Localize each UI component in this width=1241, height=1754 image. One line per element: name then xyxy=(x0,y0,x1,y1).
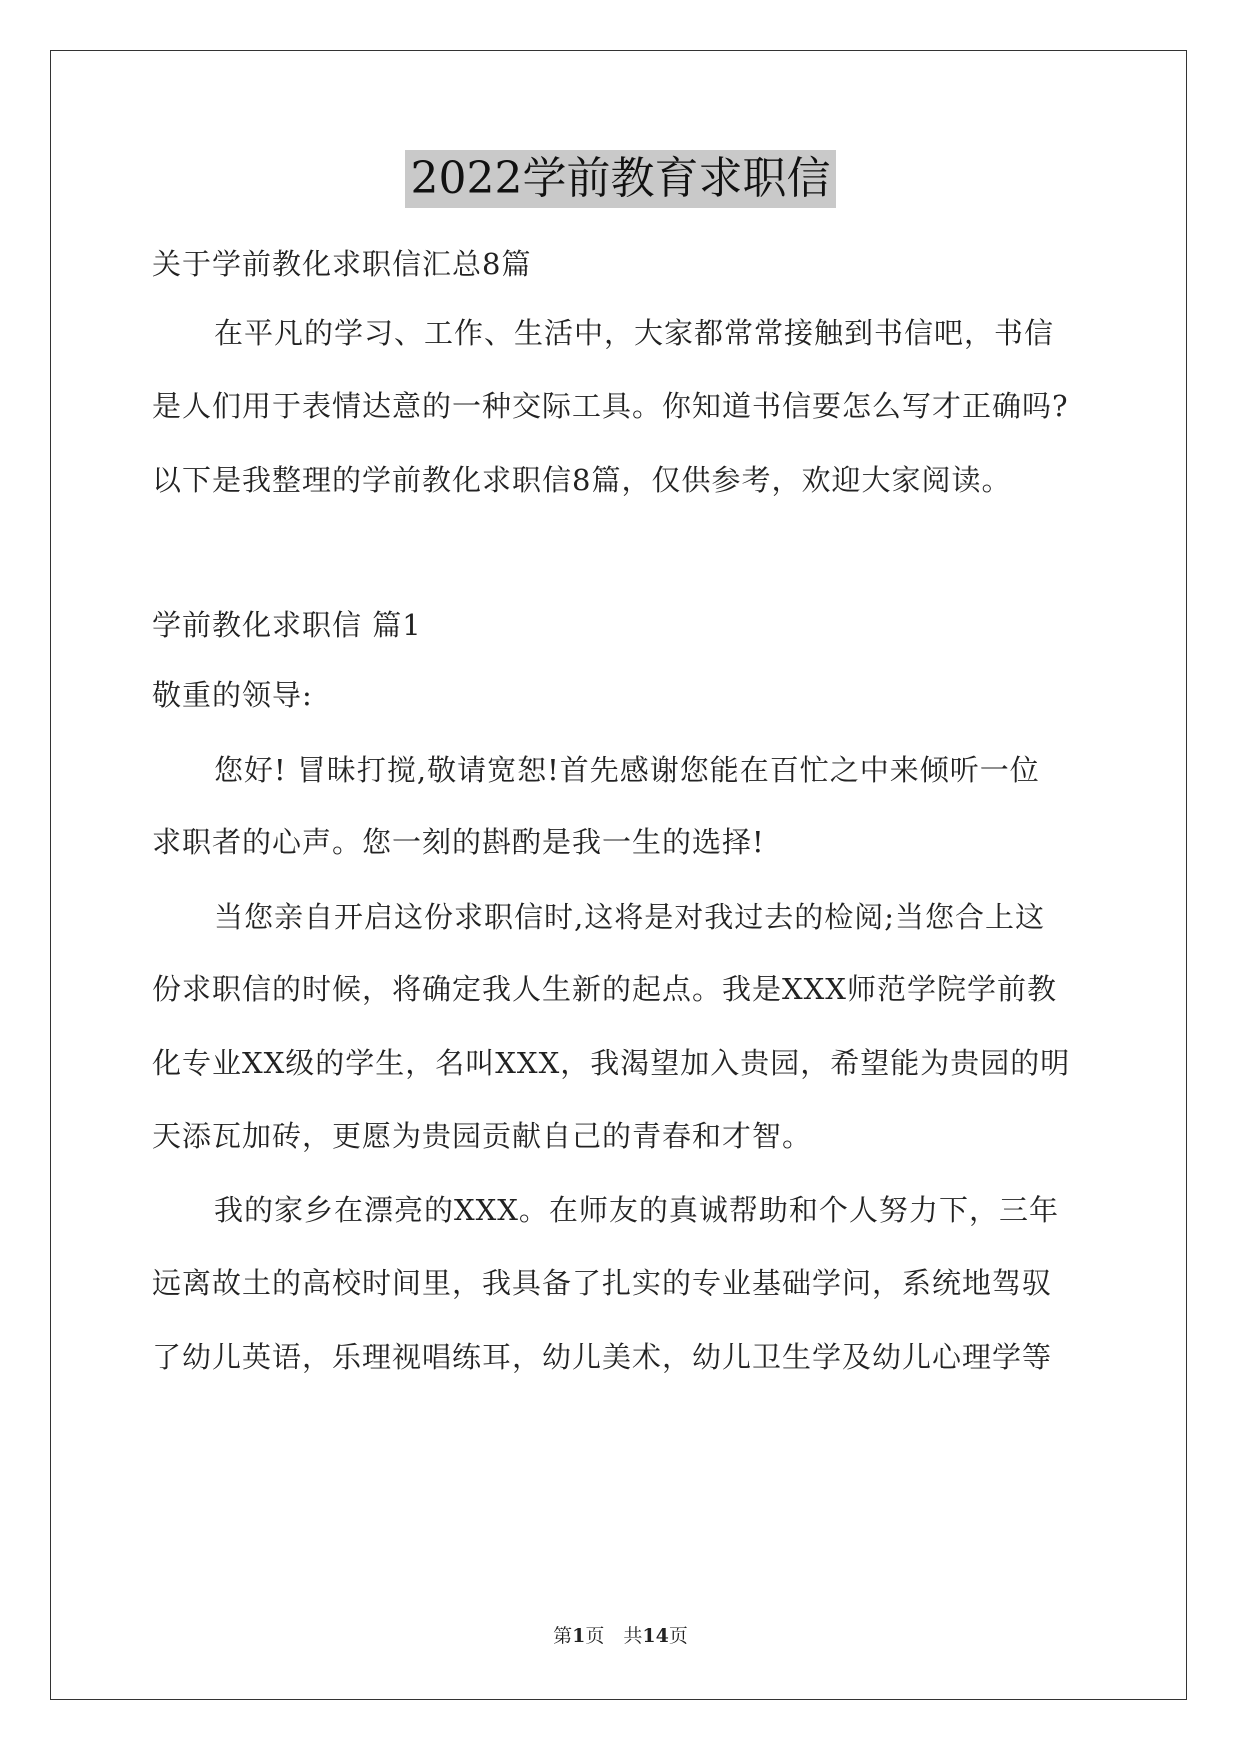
paragraph-line: 您好! 冒昧打搅,敬请宽恕!首先感谢您能在百忙之中来倾听一位 xyxy=(214,753,1040,787)
footer-page-total: 14 xyxy=(642,1625,669,1647)
paragraph-line: 在平凡的学习、工作、生活中，大家都常常接触到书信吧，书信 xyxy=(214,316,1055,350)
section-heading: 学前教化求职信 篇1 xyxy=(152,608,422,642)
paragraph-line: 份求职信的时候，将确定我人生新的起点。我是XXX师范学院学前教 xyxy=(152,972,1057,1006)
footer-page-number: 1 xyxy=(572,1625,586,1647)
paragraph-line: 是人们用于表情达意的一种交际工具。你知道书信要怎么写才正确吗? xyxy=(152,389,1069,423)
footer-page-suffix: 页 xyxy=(668,1625,688,1647)
paragraph-line: 以下是我整理的学前教化求职信8篇，仅供参考，欢迎大家阅读。 xyxy=(152,463,1012,497)
paragraph-line: 远离故土的高校时间里，我具备了扎实的专业基础学问，系统地驾驭 xyxy=(152,1266,1053,1300)
document-title: 2022学前教育求职信 xyxy=(405,150,837,208)
salutation: 敬重的领导: xyxy=(152,678,313,712)
footer-page-mid: 页 共 xyxy=(585,1625,643,1647)
paragraph-line: 化专业XX级的学生，名叫XXX，我渴望加入贵园，希望能为贵园的明 xyxy=(152,1046,1071,1080)
paragraph-line: 天添瓦加砖，更愿为贵园贡献自己的青春和才智。 xyxy=(152,1119,813,1153)
document-subtitle: 关于学前教化求职信汇总8篇 xyxy=(152,247,532,281)
paragraph-line: 了幼儿英语，乐理视唱练耳，幼儿美术，幼儿卫生学及幼儿心理学等 xyxy=(152,1340,1053,1374)
paragraph-line: 当您亲自开启这份求职信时,这将是对我过去的检阅;当您合上这 xyxy=(214,900,1045,934)
document-title-wrap xyxy=(0,150,1241,208)
paragraph-line: 求职者的心声。您一刻的斟酌是我一生的选择! xyxy=(152,825,765,859)
footer-page-prefix: 第 xyxy=(553,1625,573,1647)
page-border xyxy=(50,50,1187,1700)
paragraph-line: 我的家乡在漂亮的XXX。在师友的真诚帮助和个人努力下，三年 xyxy=(214,1193,1059,1227)
page-footer xyxy=(0,1621,1241,1648)
